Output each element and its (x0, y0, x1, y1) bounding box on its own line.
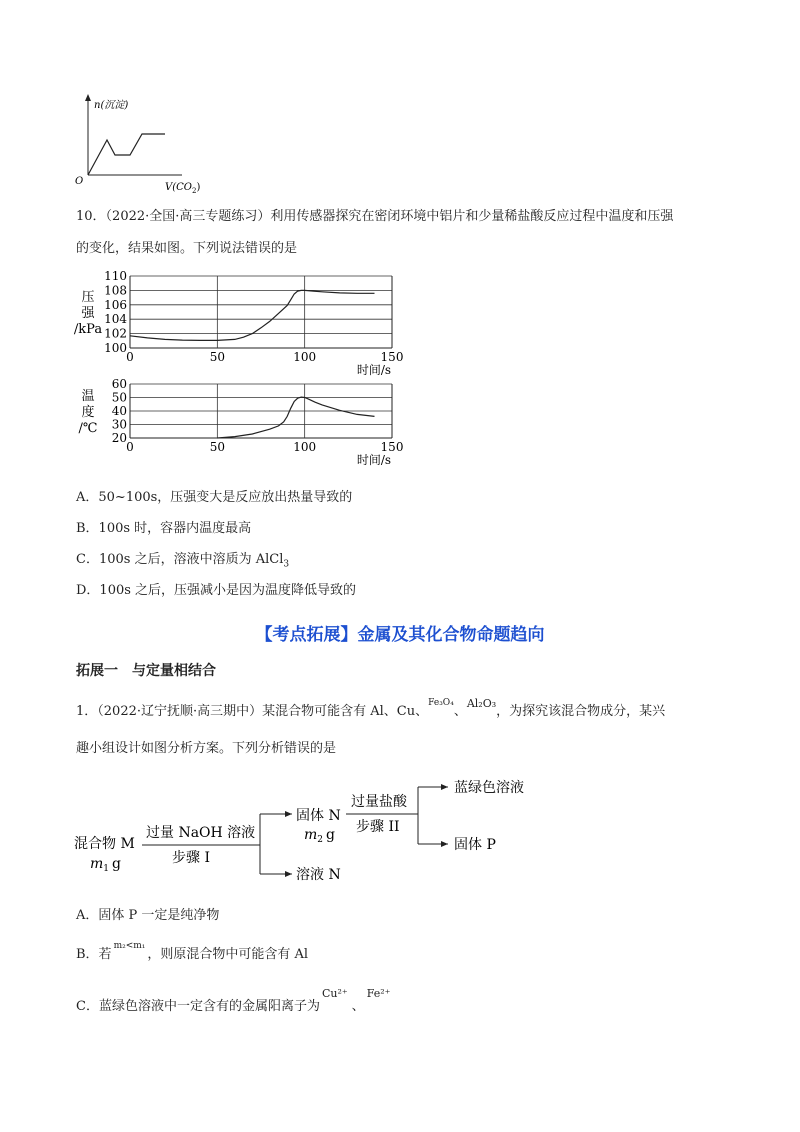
temperature-x-tick-label: 100 (293, 440, 317, 454)
pressure-y-axis-label: 压 (81, 290, 95, 305)
temperature-x-tick-label: 50 (209, 440, 225, 454)
solid-p-label: 固体 P (454, 837, 496, 853)
pressure-y-tick-label: 102 (104, 326, 127, 341)
x-axis-label: $V(CO_2)$ (165, 182, 201, 195)
temperature-y-tick-label: 40 (111, 404, 127, 418)
q1-option-a: A．固体 P 一定是纯净物 (76, 908, 220, 923)
pressure-x-tick-label: 100 (293, 350, 317, 364)
section-title: 【考点拓展】金属及其化合物命题趋向 (255, 625, 545, 645)
al2o3-formula: Al₂O₃ (466, 697, 497, 710)
step2-reagent: 过量盐酸 (351, 794, 407, 810)
temperature-x-axis-label: 时间/s (356, 453, 392, 467)
origin-label: O (75, 176, 84, 187)
mass-condition: m₂<m₁ (113, 941, 146, 951)
q10-option-a: A．50~100s，压强变大是反应放出热量导致的 (76, 490, 353, 505)
pressure-x-tick-label: 50 (209, 350, 225, 364)
q1-option-c: C．蓝绿色溶液中一定含有的金属阳离子为$^{Cu^{2+}}$、$^{Fe^{2+}}$ (76, 987, 391, 1014)
pressure-x-axis-label: 时间/s (356, 363, 392, 377)
pressure-y-tick-label: 104 (104, 312, 127, 327)
step1-name: 步骤 I (172, 850, 210, 866)
temperature-y-axis-label: 温 (81, 389, 95, 404)
temperature-y-tick-label: 20 (111, 431, 127, 445)
pressure-y-axis-label: 强 (81, 306, 95, 321)
precipitate-graph (70, 90, 240, 200)
q10-option-b: B．100s 时，容器内温度最高 (76, 521, 252, 536)
blue-green-solution-label: 蓝绿色溶液 (454, 780, 524, 796)
precipitate-curve (88, 134, 165, 175)
q10-line2: 的变化，结果如图。下列说法错误的是 (76, 241, 298, 256)
q1-option-b: B．若$^{m_2<m_1}$，则原混合物中可能含有 Al (76, 941, 309, 962)
temperature-y-tick-label: 30 (111, 417, 127, 432)
pressure-x-tick-label: 0 (126, 350, 134, 364)
pressure-y-tick-label: 106 (104, 297, 127, 312)
mixture-label: 混合物 M (74, 836, 135, 852)
q1-line2: 趣小组设计如图分析方案。下列分析错误的是 (76, 741, 337, 756)
q1-line1: 1．（2022·辽宁抚顺·高三期中）某混合物可能含有 Al、Cu、$^{Fe_3O_4}$、$^{Al_2O_3}$，为探究该混合物成分，某兴 (76, 697, 666, 719)
fe-ion: Fe²⁺ (366, 987, 391, 1000)
solution-n-label: 溶液 N (296, 867, 341, 883)
q10-option-c: C．100s 之后，溶液中溶质为 AlCl$_3$ (76, 552, 290, 570)
y-axis-label: n(沉淀) (94, 100, 129, 111)
pressure-chart (70, 268, 420, 383)
pressure-y-tick-label: 108 (104, 283, 127, 298)
solid-n-mass: $m_2$ g (304, 827, 335, 845)
temperature-y-tick-label: 60 (111, 378, 127, 391)
temperature-series-line (217, 397, 374, 438)
pressure-series-line (130, 290, 375, 340)
extension-one-title: 拓展一 与定量相结合 (76, 663, 216, 679)
cu-ion: Cu²⁺ (321, 987, 348, 1000)
temperature-chart (70, 378, 420, 478)
pressure-y-axis-label: /kPa (73, 322, 103, 337)
y-axis-arrow (85, 94, 91, 101)
step2-name: 步骤 II (356, 819, 400, 835)
fe3o4-formula: Fe₃O₄ (428, 698, 454, 708)
step1-reagent: 过量 NaOH 溶液 (146, 825, 256, 841)
pressure-y-tick-label: 100 (104, 341, 127, 355)
temperature-y-axis-label: 度 (81, 405, 95, 420)
pressure-x-tick-label: 150 (380, 350, 404, 364)
temperature-y-axis-label: /℃ (78, 421, 98, 436)
temperature-y-tick-label: 50 (111, 390, 127, 405)
mixture-mass: $m_1$ g (90, 856, 121, 874)
q10-line1: 10．（2022·全国·高三专题练习）利用传感器探究在密闭环境中铝片和少量稀盐酸反应过程中温度和压强 (76, 209, 674, 224)
q10-option-d: D．100s 之后，压强减小是因为温度降低导致的 (76, 583, 357, 598)
temperature-x-tick-label: 150 (380, 440, 404, 454)
pressure-y-tick-label: 110 (104, 269, 127, 283)
analysis-flow-diagram (70, 770, 550, 890)
solid-n-label: 固体 N (296, 808, 341, 824)
temperature-x-tick-label: 0 (126, 440, 134, 454)
